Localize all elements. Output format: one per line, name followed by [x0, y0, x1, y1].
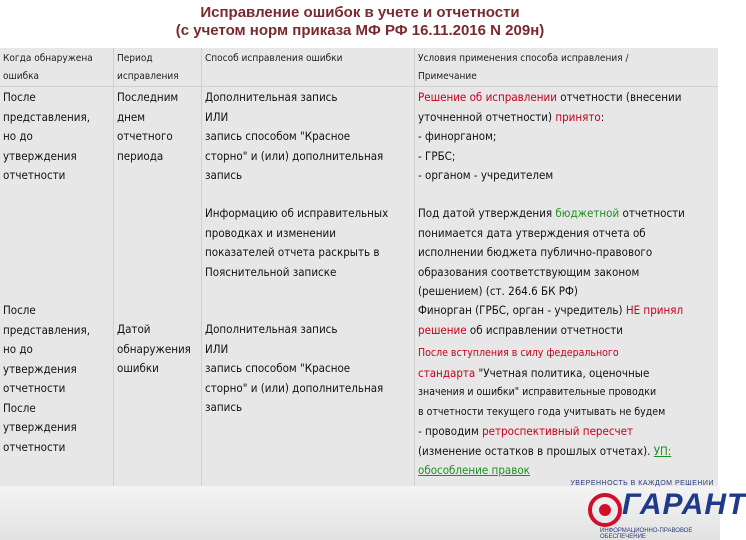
column-divider: [201, 48, 202, 488]
page-title: [0, 4, 720, 40]
row3-period: Датой обнаружения ошибки: [117, 322, 191, 375]
row1-conditions: Решение об исправлении отчетности (внесении уточненной отчетности) принято: - финорганом; - ГРБС; - органом - учредителем: [418, 90, 682, 182]
column-divider: [113, 48, 114, 488]
header-rule: [0, 86, 718, 87]
footer-tagline: УВЕРЕННОСТЬ В КАЖДОМ РЕШЕНИИ: [570, 480, 714, 487]
header-method: Способ исправления ошибки: [205, 53, 343, 64]
row3-conditions: Финорган (ГРБС, орган - учредитель) НЕ принял решение об исправлении отчетности После вступления в силу федерального стандарта "Учетная политика, оценочные значения и ошибки" исправительные проводки в отчетности текущего года учитывать не будем - проводим ретроспективный пересчет (изменение остатков в прошлых отчетах). УП: обособление правок: [418, 303, 684, 477]
row2-method: Информацию об исправительных проводках и изменении показателей отчета раскрыть в Пояснительной записке: [205, 206, 389, 279]
header-conditions: Условия применения способа исправления / Примечание: [418, 53, 629, 82]
title-line-1: Исправление ошибок в учете и отчетности: [200, 4, 520, 21]
row1-detected: После представления, но до утверждения отчетности: [3, 90, 90, 182]
row3-detected: После представления, но до утверждения отчетности После утверждения отчетности: [3, 303, 90, 454]
column-divider: [414, 48, 415, 488]
footer-subtitle: ИНФОРМАЦИОННО-ПРАВОВОЕ ОБЕСПЕЧЕНИЕ: [600, 528, 693, 540]
title-line-2: (с учетом норм приказа МФ РФ 16.11.2016 N 209н): [175, 22, 545, 39]
row1-period: Последним днем отчетного периода: [117, 90, 179, 163]
row3-method: Дополнительная запись ИЛИ запись способом "Красное сторно" и (или) дополнительная запись: [205, 322, 384, 414]
garant-logo-icon: [588, 490, 622, 530]
garant-logo: ГАРАНТ: [622, 488, 746, 521]
row1-method: Дополнительная запись ИЛИ запись способом "Красное сторно" и (или) дополнительная запись: [205, 90, 384, 182]
header-detected: Когда обнаружена ошибка: [3, 53, 93, 82]
row2-conditions: Под датой утверждения бюджетной отчетности понимается дата утверждения отчета об исполнении бюджета публично-правового образования соответствующим законом (решением) (ст. 264.6 БК РФ): [418, 206, 685, 298]
header-period: Период исправления: [117, 53, 179, 82]
